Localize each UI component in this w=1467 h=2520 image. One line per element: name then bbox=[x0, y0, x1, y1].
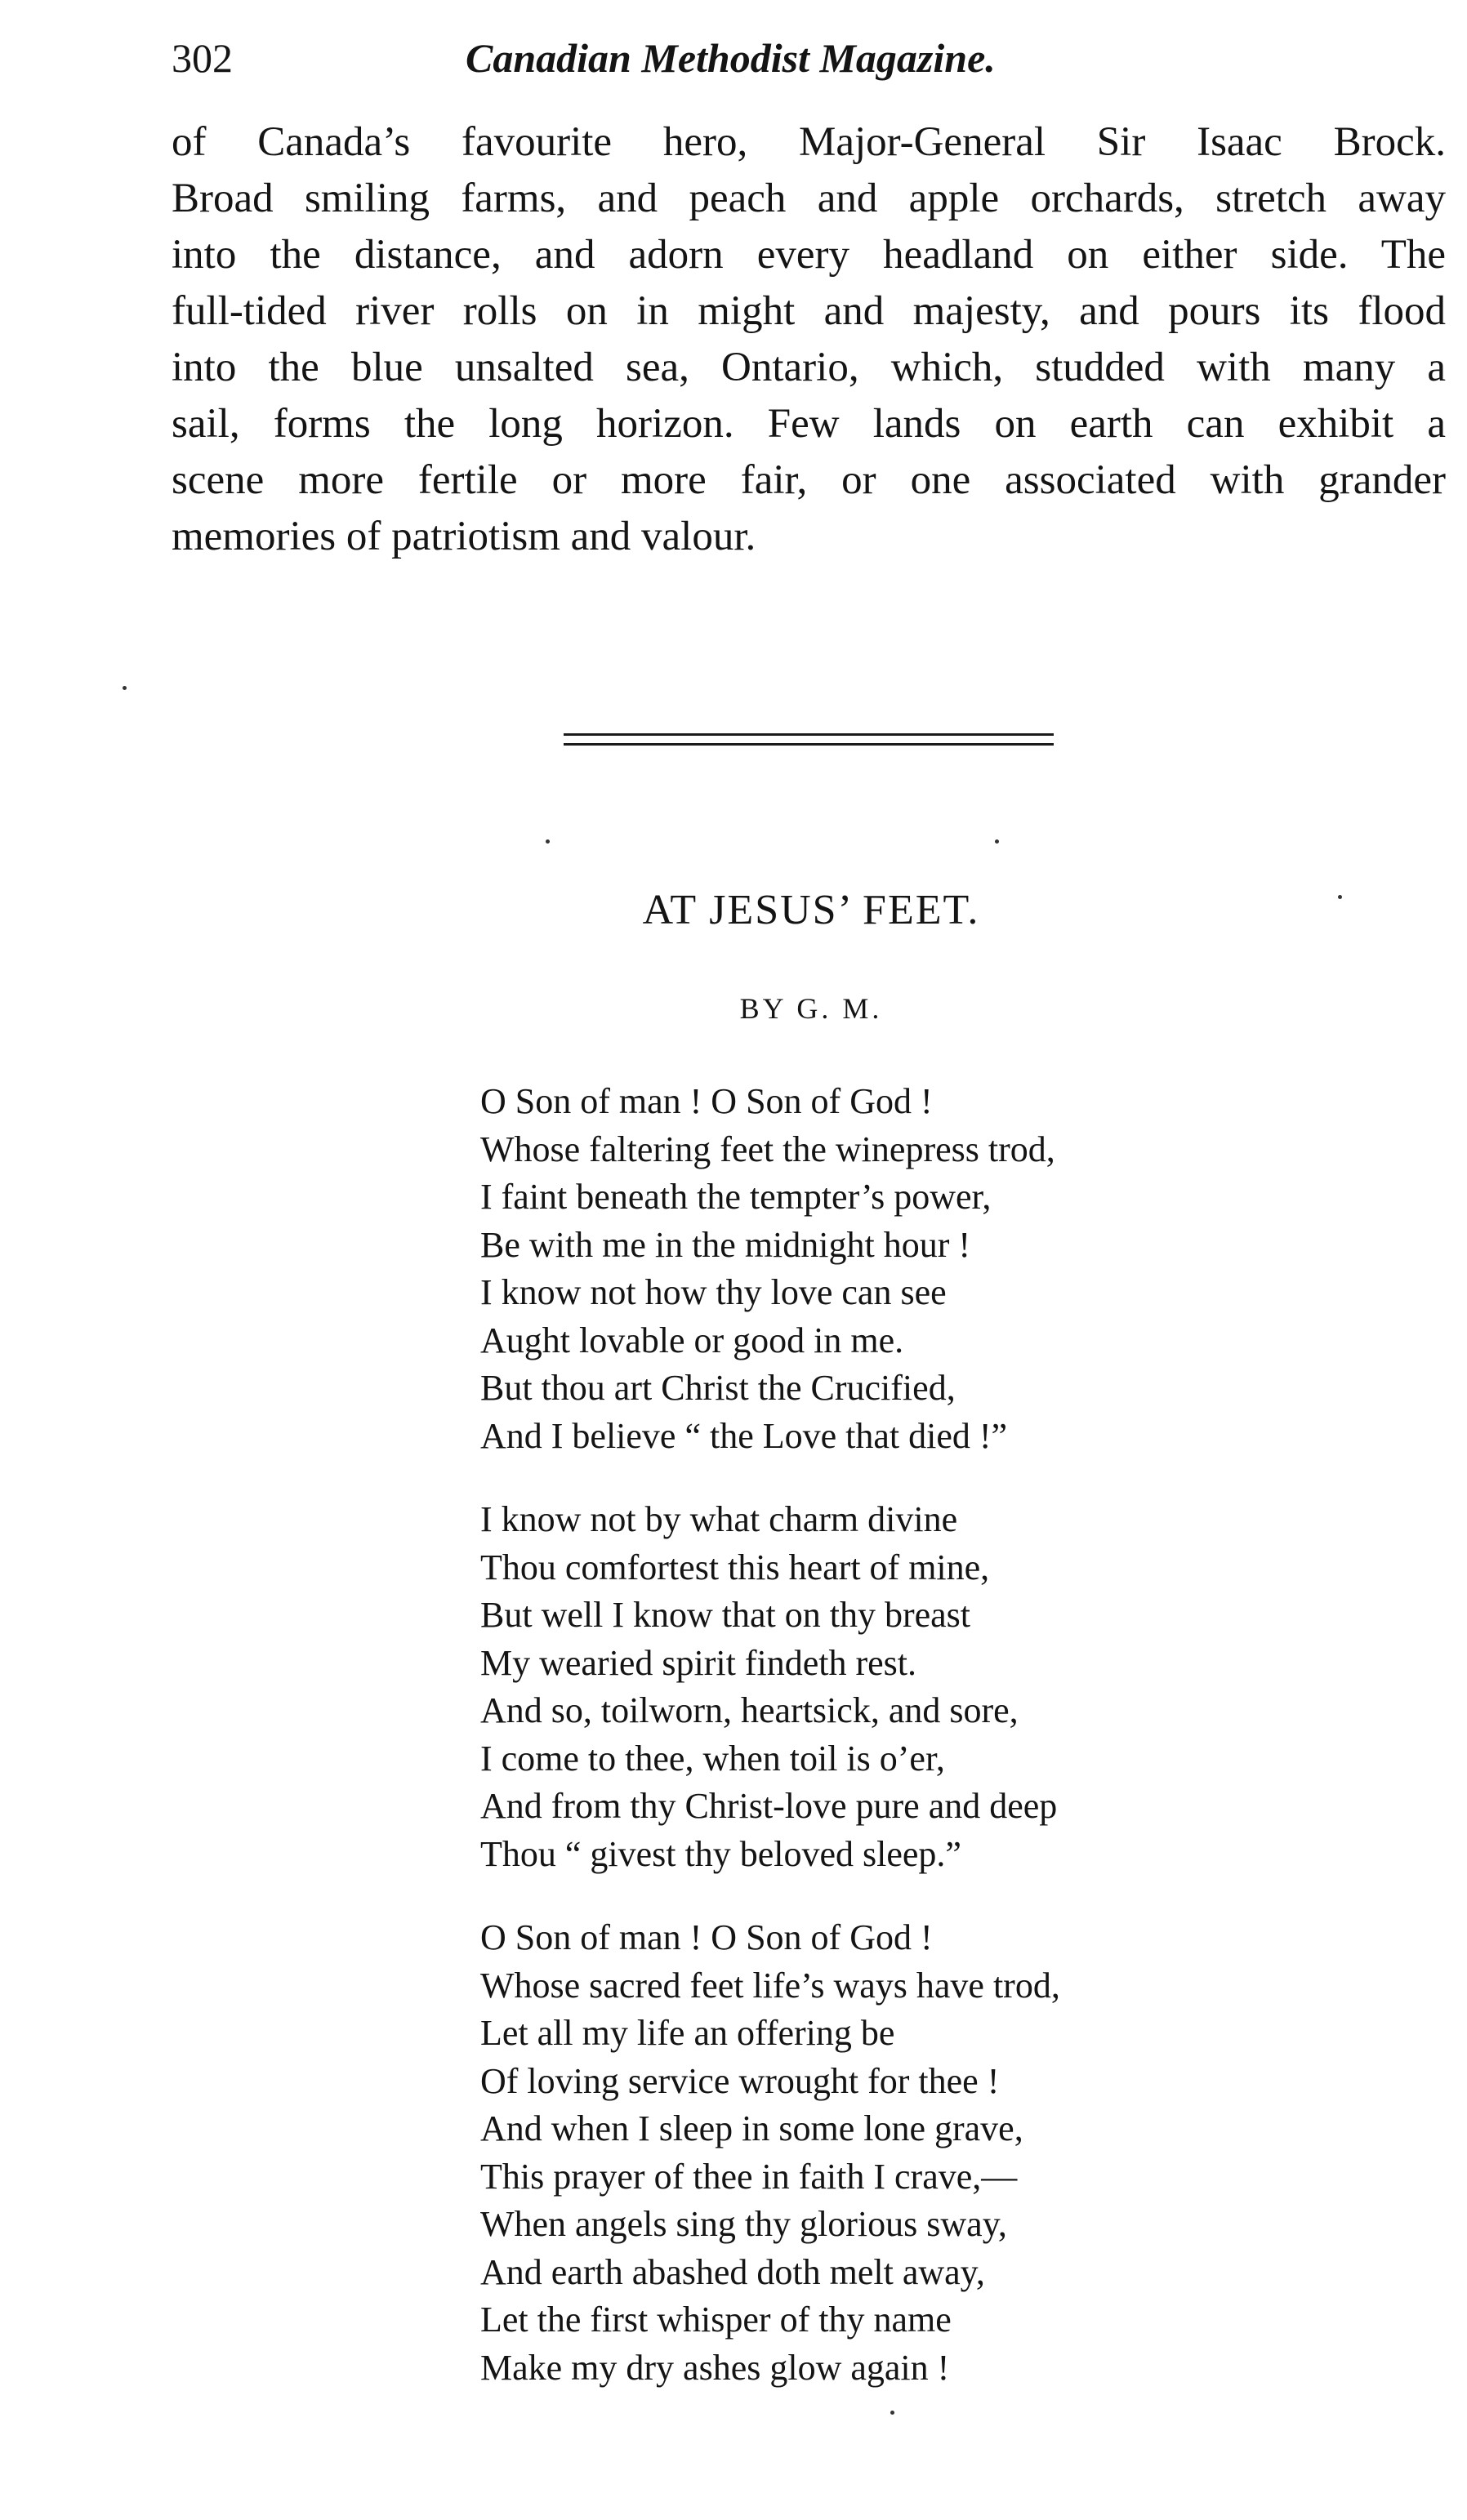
prose-line: sail, forms the long horizon. Few lands on earth can exhibit a bbox=[172, 401, 1446, 447]
verse-line: Be with me in the midnight hour ! bbox=[480, 1224, 971, 1265]
prose-paragraph bbox=[172, 114, 1446, 565]
poem-title: AT JESUS’ FEET. bbox=[642, 887, 980, 933]
poem-stanza bbox=[480, 1914, 1420, 2392]
verse-line: Of loving service wrought for thee ! bbox=[480, 2060, 1000, 2101]
poem-stanza bbox=[480, 1078, 1420, 1460]
verse-line: I faint beneath the tempter’s power, bbox=[480, 1177, 992, 1217]
ink-speck bbox=[123, 686, 127, 690]
verse-line: My wearied spirit findeth rest. bbox=[480, 1642, 916, 1683]
ink-speck bbox=[890, 2411, 894, 2415]
poem-body bbox=[480, 1078, 1420, 2428]
verse-line: And when I sleep in some lone grave, bbox=[480, 2108, 1023, 2148]
running-head bbox=[172, 29, 1446, 87]
prose-line: of Canada’s favourite hero, Major-General Sir Isaac Brock. bbox=[172, 119, 1446, 165]
verse-line: Thou comfortest this heart of mine, bbox=[480, 1547, 990, 1587]
prose-line: into the blue unsalted sea, Ontario, which, studded with many a bbox=[172, 345, 1446, 390]
prose-line: Broad smiling farms, and peach and apple orchards, stretch away bbox=[172, 176, 1446, 221]
prose-line: full-tided river rolls on in might and majesty, and pours its flood bbox=[172, 288, 1446, 334]
verse-line: And so, toilworn, heartsick, and sore, bbox=[480, 1690, 1019, 1730]
ink-speck bbox=[546, 839, 550, 844]
running-title: Canadian Methodist Magazine. bbox=[466, 35, 996, 81]
prose-line: memories of patriotism and valour. bbox=[172, 514, 756, 559]
ink-speck bbox=[1338, 895, 1342, 899]
prose-line: into the distance, and adorn every headland on either side. The bbox=[172, 232, 1446, 278]
verse-line: Make my dry ashes glow again ! bbox=[480, 2347, 950, 2388]
verse-line: I know not by what charm divine bbox=[480, 1499, 958, 1539]
poem-stanza bbox=[480, 1496, 1420, 1878]
verse-line: This prayer of thee in faith I crave,— bbox=[480, 2156, 1018, 2197]
ink-speck bbox=[995, 839, 999, 844]
verse-line: And I believe “ the Love that died !” bbox=[480, 1415, 1008, 1456]
verse-line: Whose sacred feet life’s ways have trod, bbox=[480, 1965, 1060, 2006]
verse-line: I come to thee, when toil is o’er, bbox=[480, 1738, 945, 1779]
verse-line: Aught lovable or good in me. bbox=[480, 1320, 904, 1360]
section-divider-rule bbox=[564, 733, 1054, 736]
verse-line: Let all my life an offering be bbox=[480, 2013, 895, 2053]
verse-line: O Son of man ! O Son of God ! bbox=[480, 1081, 933, 1121]
verse-line: But thou art Christ the Crucified, bbox=[480, 1368, 956, 1408]
verse-line: Thou “ givest thy beloved sleep.” bbox=[480, 1833, 961, 1874]
page-number: 302 bbox=[172, 35, 233, 81]
verse-line: Let the first whisper of thy name bbox=[480, 2300, 952, 2340]
prose-line: scene more fertile or more fair, or one associated with grander bbox=[172, 457, 1446, 503]
section-divider-rule bbox=[564, 743, 1054, 746]
verse-line: But well I know that on thy breast bbox=[480, 1595, 971, 1635]
verse-line: Whose faltering feet the winepress trod, bbox=[480, 1129, 1055, 1169]
verse-line: I know not how thy love can see bbox=[480, 1272, 947, 1312]
verse-line: And from thy Christ-love pure and deep bbox=[480, 1786, 1058, 1826]
verse-line: O Son of man ! O Son of God ! bbox=[480, 1917, 933, 1957]
verse-line: When angels sing thy glorious sway, bbox=[480, 2204, 1007, 2244]
poem-byline: BY G. M. bbox=[739, 992, 883, 1025]
verse-line: And earth abashed doth melt away, bbox=[480, 2251, 985, 2292]
